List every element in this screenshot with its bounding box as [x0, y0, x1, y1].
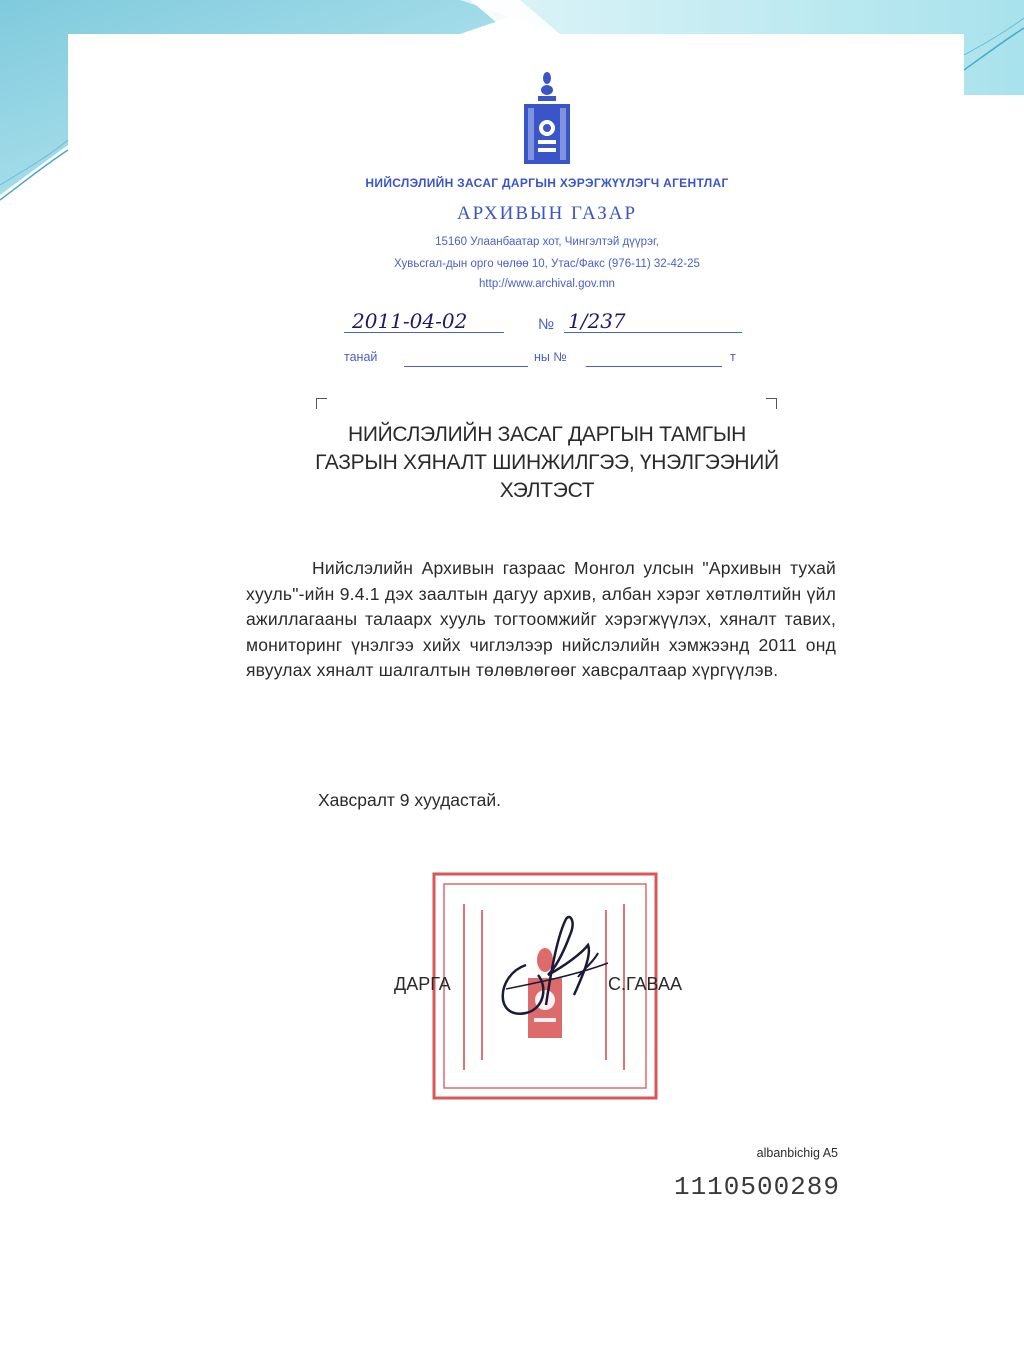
office-name: АРХИВЫН ГАЗАР	[456, 203, 638, 224]
to-label: танай	[344, 350, 378, 364]
address-line-1: 15160 Улаанбаатар хот, Чингэлтэй дүүрэг,	[435, 236, 659, 248]
attachment-note: Хавсралт 9 хуудастай.	[318, 790, 501, 810]
reference-number: 1/237	[568, 309, 626, 333]
handwritten-signature	[486, 905, 616, 1025]
corner-mark-right	[766, 398, 777, 409]
signatory-title: ДАРГА	[394, 974, 451, 994]
addressee-heading	[250, 421, 844, 505]
ref-underline	[586, 366, 722, 367]
heading-line-1: НИЙСЛЭЛИЙН ЗАСАГ ДАРГЫН ТАМГЫН	[347, 423, 747, 446]
signatory-name: С.ГАВАА	[608, 974, 682, 994]
website-line: http://www.archival.gov.mn	[479, 278, 615, 290]
reference-date: 2011-04-02	[352, 309, 468, 333]
number-label: №	[538, 316, 555, 333]
corner-mark-left	[316, 398, 327, 409]
heading-line-3: ХЭЛТЭСТ	[499, 479, 595, 502]
ref-label: ны №	[534, 350, 567, 364]
letter-body	[246, 556, 836, 684]
agency-name: НИЙСЛЭЛИЙН ЗАСАГ ДАРГЫН ХЭРЭГЖҮҮЛЭГЧ АГЕНТЛАГ	[365, 176, 729, 190]
serial-number: 1110500289	[673, 1172, 840, 1202]
state-emblem-icon	[518, 70, 576, 166]
to-underline	[404, 366, 528, 367]
ref-end-mark: т	[730, 350, 736, 364]
heading-line-2: ГАЗРЫН ХЯНАЛТ ШИНЖИЛГЭЭ, ҮНЭЛГЭЭНИЙ	[315, 451, 779, 474]
address-line-2: Хувьсгал-дын орго чөлөө 10, Утас/Факс (976-11) 32-42-25	[394, 258, 700, 270]
body-text: Нийслэлийн Архивын газраас Монгол улсын "Архивын тухай хууль"-ийн 9.4.1 дэх заалтын дагуу архив, албан хэрэг хөтлөлтийн үйл ажиллагааны талаарх хууль тогтоомжийг хэрэгжүүлэх, хяналт тавих, мониторинг үнэлгээ хийх чиглэлээр нийслэлийн хэмжээнд 2011 онд явуулах хяналт шалгалтын төлөвлөгөөг хавсралтаар хүргүүлэв.	[246, 558, 836, 680]
form-note: albanbichig A5	[756, 1146, 838, 1160]
